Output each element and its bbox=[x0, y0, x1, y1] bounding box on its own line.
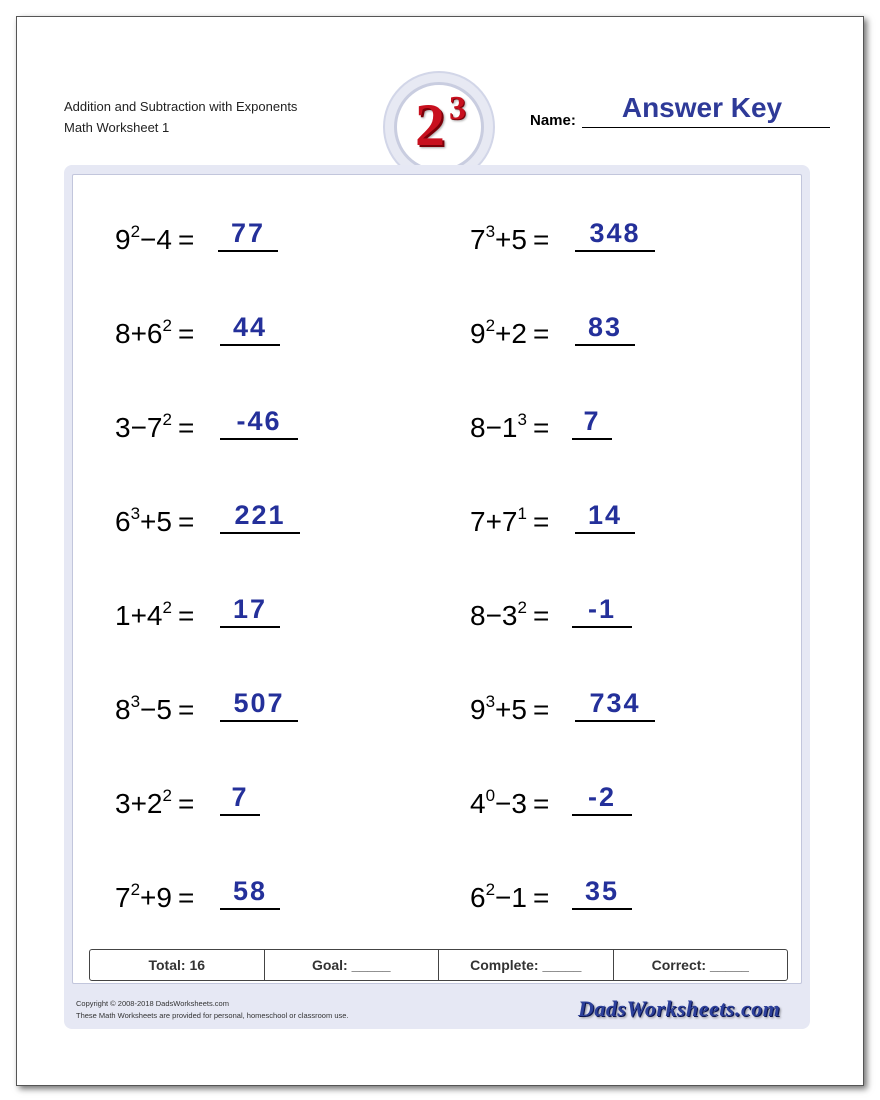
equals-sign: = bbox=[532, 600, 550, 631]
answer-blank[interactable]: 348 bbox=[575, 214, 655, 252]
answer-blank[interactable]: -46 bbox=[220, 402, 298, 440]
goal-field: Goal: _____ bbox=[265, 950, 440, 980]
equals-sign: = bbox=[532, 882, 550, 913]
expression-term: 9 bbox=[470, 694, 486, 725]
expression-term: 8+6 bbox=[115, 318, 163, 349]
expression-term: 7+7 bbox=[470, 506, 518, 537]
problem-expression bbox=[470, 691, 550, 726]
expression-term: 8−1 bbox=[470, 412, 518, 443]
name-label: Name: bbox=[530, 112, 576, 129]
equals-sign: = bbox=[532, 412, 550, 443]
problem-expression bbox=[115, 221, 195, 256]
problem-1 bbox=[115, 214, 355, 262]
expression-term: +9 bbox=[140, 882, 172, 913]
copyright-notice bbox=[76, 998, 349, 1022]
problem-expression bbox=[470, 597, 550, 632]
answer-blank[interactable]: 221 bbox=[220, 496, 300, 534]
exponent: 2 bbox=[485, 315, 496, 335]
answer-blank[interactable]: 44 bbox=[220, 308, 280, 346]
problem-expression bbox=[115, 315, 195, 350]
logo-base: 2 bbox=[415, 92, 445, 158]
expression-term: 1+4 bbox=[115, 600, 163, 631]
problem-12 bbox=[470, 684, 710, 732]
exponent: 3 bbox=[485, 221, 496, 241]
answer-blank[interactable]: 14 bbox=[575, 496, 635, 534]
answer-blank[interactable]: 17 bbox=[220, 590, 280, 628]
problem-5 bbox=[115, 402, 355, 450]
answer-blank[interactable]: 7 bbox=[220, 778, 260, 816]
problem-2 bbox=[470, 214, 710, 262]
logo-exponent: 3 bbox=[449, 90, 466, 127]
problem-expression bbox=[115, 691, 195, 726]
exponent-logo-inner bbox=[394, 82, 484, 172]
equals-sign: = bbox=[532, 318, 550, 349]
copyright-line: Copyright © 2008-2018 DadsWorksheets.com bbox=[76, 999, 229, 1008]
exponent: 2 bbox=[162, 409, 172, 429]
problem-9 bbox=[115, 590, 355, 638]
name-line bbox=[582, 127, 830, 128]
problem-10 bbox=[470, 590, 710, 638]
expression-term: −4 bbox=[140, 224, 172, 255]
problem-expression bbox=[470, 879, 550, 914]
answer-blank[interactable]: -1 bbox=[572, 590, 632, 628]
usage-line: These Math Worksheets are provided for personal, homeschool or classroom use. bbox=[76, 1011, 349, 1020]
problem-expression bbox=[115, 409, 195, 444]
problem-expression bbox=[115, 503, 195, 538]
expression-term: 6 bbox=[470, 882, 486, 913]
problem-expression bbox=[115, 785, 195, 820]
problem-13 bbox=[115, 778, 355, 826]
title-line-1: Addition and Subtraction with Exponents bbox=[64, 99, 298, 114]
problem-expression bbox=[470, 221, 550, 256]
problems-area bbox=[72, 174, 802, 984]
problem-15 bbox=[115, 872, 355, 920]
answer-blank[interactable]: 507 bbox=[220, 684, 298, 722]
expression-term: 7 bbox=[470, 224, 486, 255]
expression-term: 3−7 bbox=[115, 412, 163, 443]
problem-3 bbox=[115, 308, 355, 356]
exponent: 2 bbox=[485, 879, 496, 899]
exponent: 3 bbox=[485, 691, 496, 711]
equals-sign: = bbox=[177, 694, 195, 725]
problem-14 bbox=[470, 778, 710, 826]
problem-16 bbox=[470, 872, 710, 920]
answer-blank[interactable]: 77 bbox=[218, 214, 278, 252]
exponent: 2 bbox=[162, 785, 172, 805]
answer-blank[interactable]: 58 bbox=[220, 872, 280, 910]
exponent: 3 bbox=[130, 691, 141, 711]
problem-expression bbox=[470, 785, 550, 820]
expression-term: 7 bbox=[115, 882, 131, 913]
expression-term: 8 bbox=[115, 694, 131, 725]
answer-blank[interactable]: 35 bbox=[572, 872, 632, 910]
equals-sign: = bbox=[532, 506, 550, 537]
exponent: 2 bbox=[162, 597, 172, 617]
problem-expression bbox=[115, 597, 195, 632]
expression-term: −3 bbox=[495, 788, 527, 819]
exponent: 2 bbox=[130, 879, 141, 899]
equals-sign: = bbox=[177, 318, 195, 349]
expression-term: +2 bbox=[495, 318, 527, 349]
equals-sign: = bbox=[177, 600, 195, 631]
score-bar bbox=[89, 949, 788, 981]
problem-8 bbox=[470, 496, 710, 544]
problem-4 bbox=[470, 308, 710, 356]
answer-key-heading: Answer Key bbox=[621, 92, 783, 123]
equals-sign: = bbox=[177, 882, 195, 913]
worksheet-title bbox=[64, 96, 297, 138]
expression-term: 9 bbox=[470, 318, 486, 349]
equals-sign: = bbox=[532, 788, 550, 819]
exponent: 2 bbox=[517, 597, 527, 617]
equals-sign: = bbox=[177, 224, 195, 255]
title-line-2: Math Worksheet 1 bbox=[64, 120, 170, 135]
exponent: 3 bbox=[130, 503, 141, 523]
problem-11 bbox=[115, 684, 355, 732]
problem-expression bbox=[470, 503, 550, 538]
expression-term: 6 bbox=[115, 506, 131, 537]
answer-blank[interactable]: 7 bbox=[572, 402, 612, 440]
expression-term: 9 bbox=[115, 224, 131, 255]
expression-term: −1 bbox=[495, 882, 527, 913]
exponent: 2 bbox=[130, 221, 141, 241]
expression-term: 8−3 bbox=[470, 600, 518, 631]
exponent: 2 bbox=[162, 315, 172, 335]
expression-term: +5 bbox=[495, 694, 527, 725]
equals-sign: = bbox=[177, 506, 195, 537]
expression-term: 4 bbox=[470, 788, 486, 819]
problem-7 bbox=[115, 496, 355, 544]
expression-term: +5 bbox=[140, 506, 172, 537]
equals-sign: = bbox=[177, 788, 195, 819]
answer-blank[interactable]: -2 bbox=[572, 778, 632, 816]
total-count: Total: 16 bbox=[90, 950, 265, 980]
exponent: 3 bbox=[517, 409, 527, 429]
expression-term: −5 bbox=[140, 694, 172, 725]
complete-field: Complete: _____ bbox=[439, 950, 614, 980]
problem-expression bbox=[470, 315, 550, 350]
problem-expression bbox=[115, 879, 195, 914]
expression-term: 3+2 bbox=[115, 788, 163, 819]
equals-sign: = bbox=[177, 412, 195, 443]
brand-logo: DadsWorksheets.com bbox=[578, 996, 781, 1021]
answer-blank[interactable]: 734 bbox=[575, 684, 655, 722]
correct-field: Correct: _____ bbox=[651, 957, 749, 973]
exponent: 1 bbox=[517, 503, 527, 523]
exponent: 0 bbox=[485, 785, 496, 805]
expression-term: +5 bbox=[495, 224, 527, 255]
equals-sign: = bbox=[532, 694, 550, 725]
equals-sign: = bbox=[532, 224, 550, 255]
problem-6 bbox=[470, 402, 710, 450]
problem-expression bbox=[470, 409, 550, 444]
answer-blank[interactable]: 83 bbox=[575, 308, 635, 346]
